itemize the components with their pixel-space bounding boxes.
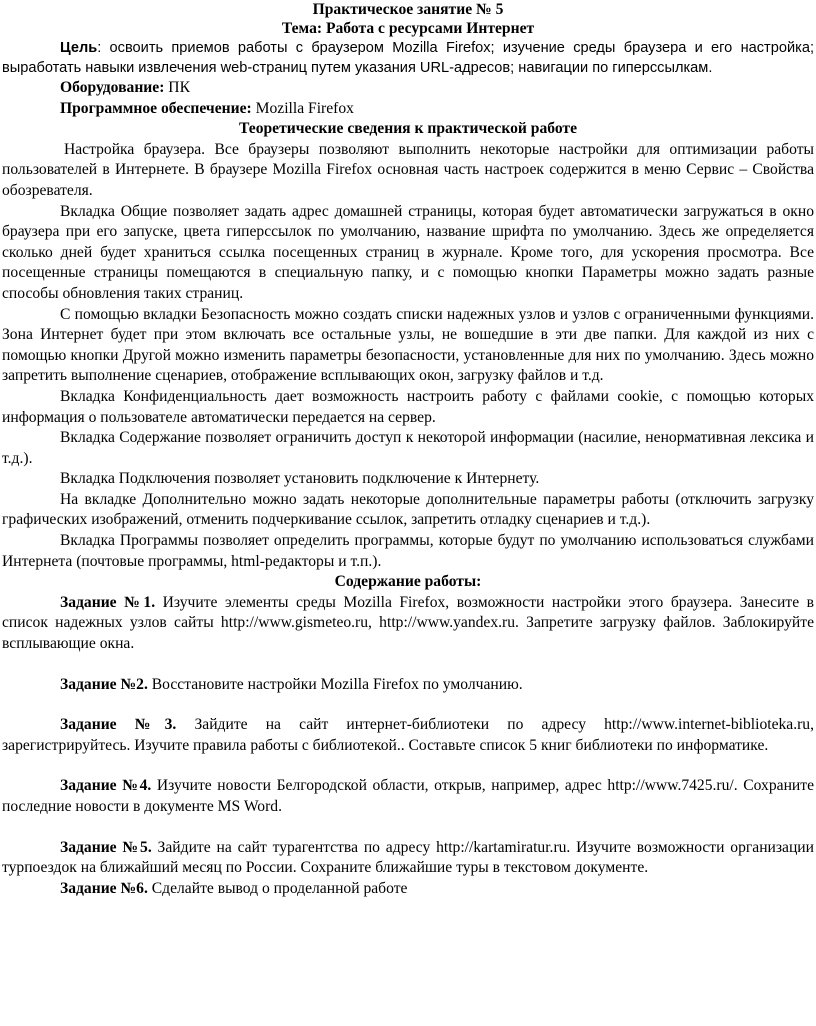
spacer bbox=[2, 695, 814, 715]
task-text: Восстановите настройки Mozilla Firefox по умолчанию. bbox=[147, 675, 523, 693]
task-item bbox=[2, 838, 814, 879]
goal-text: : освоить приемов работы с браузером Mozilla Firefox; изучение среды браузера и его настройка; выработать навыки извлечения web-страниц путем указания URL-адресов; навигации по гиперссылкам. bbox=[2, 40, 814, 76]
task-label: Задание №1. bbox=[60, 593, 156, 611]
task-label: Задание №5. bbox=[60, 838, 152, 856]
theory-paragraph: С помощью вкладки Безопасность можно создать списки надежных узлов и узлов с ограниченными функциями. Зона Интернет будет при этом включать все остальные узлы, не вошедшие в эти две папки. Для каждой из них с помощью кнопки Другой можно изменить параметры безопасности, установленные для них по умолчанию. Здесь можно запретить выполнение сценариев, отображение всплывающих окон, загрузку файлов и т.д. bbox=[2, 305, 814, 385]
theory-paragraph: Вкладка Содержание позволяет ограничить доступ к некоторой информации (насилие, ненормативная лексика и т.д.). bbox=[2, 429, 814, 467]
task-text: Зайдите на сайт турагентства по адресу http://kartamiratur.ru. Изучите возможности организации турпоездок на ближайший месяц по России. Сохраните ближайшие туры в текстовом документе. bbox=[2, 838, 815, 877]
theory-paragraph: Настройка браузера. Все браузеры позволяют выполнить некоторые настройки для оптимизации работы пользователей в Интернете. В браузере Mozilla Firefox основная часть настроек содержится в меню Сервис – Свойства обозревателя. bbox=[2, 140, 814, 199]
goal-paragraph bbox=[2, 38, 814, 78]
page-title bbox=[2, 0, 814, 19]
goal-label: Цель bbox=[60, 40, 98, 56]
task-label: Задание №3. bbox=[60, 716, 177, 734]
spacer bbox=[2, 818, 814, 838]
task-item bbox=[2, 715, 814, 756]
task-text: Сделайте вывод о проделанной работе bbox=[147, 879, 408, 897]
theory-heading: Теоретические сведения к практической работе bbox=[238, 120, 578, 138]
task-item bbox=[2, 879, 814, 900]
task-text: Изучите элементы среды Mozilla Firefox, возможности настройки этого браузера. Занесите в список надежных узлов сайты http://www.gismeteo.ru, http://www.yandex.ru. Запретите загрузку файлов. Заблокируйте всплывающие окна. bbox=[2, 593, 814, 653]
content-heading: Содержание работы: bbox=[334, 573, 482, 591]
spacer bbox=[2, 756, 814, 776]
title-text: Практическое занятие № 5 bbox=[312, 1, 504, 18]
topic-text: Работа с ресурсами Интернет bbox=[325, 20, 535, 37]
theory-paragraph: На вкладке Дополнительно можно задать некоторые дополнительные параметры работы (отключить загрузку графических изображений, отменить подчеркивание ссылок, запретить отладку сценариев и т.д.). bbox=[2, 490, 814, 529]
theory-paragraph: Вкладка Конфиденциальность дает возможность настроить работу с файлами cookie, с помощью которых информация о пользователе автоматически передается на сервер. bbox=[2, 387, 814, 426]
task-text: Изучите новости Белгородской области, открыв, например, адрес http://www.7425.ru/. Сохраните последние новости в документе MS Word. bbox=[2, 777, 814, 815]
topic-line bbox=[2, 19, 814, 38]
topic-label: Тема: bbox=[281, 20, 323, 37]
equipment-line bbox=[2, 78, 814, 99]
software-line bbox=[2, 99, 814, 120]
theory-paragraph: Вкладка Программы позволяет определить программы, которые будут по умолчанию использоваться службами Интернета (почтовые программы, html-редакторы и т.п.). bbox=[2, 532, 814, 570]
theory-paragraph: Вкладка Подключения позволяет установить подключение к Интернету. bbox=[60, 470, 540, 488]
equipment-label: Оборудование: bbox=[60, 79, 165, 96]
equipment-value: ПК bbox=[164, 79, 190, 96]
spacer bbox=[2, 655, 814, 675]
software-label: Программное обеспечение: bbox=[60, 99, 252, 117]
theory-paragraph: Вкладка Общие позволяет задать адрес домашней страницы, которая будет автоматически загружаться в окно браузера при его запуске, цвета гиперссылок по умолчанию, название шрифта по умолчанию. Здесь же определяется сколько дней будет храниться ссылка посещенных страниц в журнале. Кроме того, для ускорения просмотра. Все посещенные страницы помещаются в специальную папку, и с помощью кнопки Параметры можно задать разные способы обновления таких страниц. bbox=[2, 202, 814, 302]
task-item bbox=[2, 776, 814, 817]
task-label: Задание №6. bbox=[60, 879, 148, 897]
task-item bbox=[2, 593, 814, 655]
task-text: Зайдите на сайт интернет-библиотеки по адресу http://www.internet-biblioteka.ru, зарегистрируйтесь. Изучите правила работы с библиотекой.. Составьте список 5 книг библиотеки по информатике. bbox=[2, 716, 815, 754]
task-label: Задание №2. bbox=[60, 675, 148, 693]
software-value: Mozilla Firefox bbox=[251, 99, 354, 117]
task-item bbox=[2, 675, 814, 696]
task-label: Задание №4. bbox=[60, 777, 152, 795]
